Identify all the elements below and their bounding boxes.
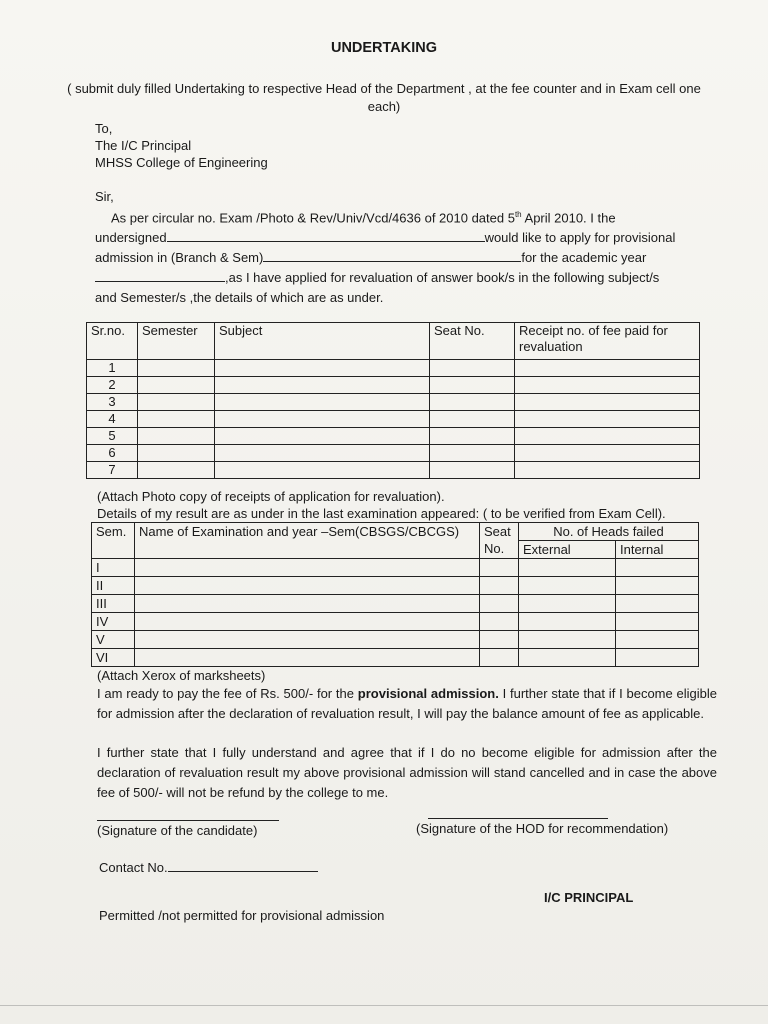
cell-exam-name[interactable] xyxy=(135,595,480,613)
name-blank[interactable] xyxy=(167,229,485,242)
sem-roman: IV xyxy=(92,613,135,631)
address-college: MHSS College of Engineering xyxy=(95,155,268,170)
cell-receipt[interactable] xyxy=(515,360,700,377)
cell-seat-no[interactable] xyxy=(430,360,515,377)
cell-semester[interactable] xyxy=(138,377,215,394)
sem-roman: VI xyxy=(92,649,135,667)
cancellation-paragraph: I further state that I fully understand and agree that if I do no become eligible for admission after the declaration of revaluation result my above provisional admission will stand cancelled and in case the above fee of 500/- will not be refund by the college to me. xyxy=(97,745,717,800)
fee-text-bold: provisional admission. xyxy=(357,686,499,701)
cell-exam-name[interactable] xyxy=(135,631,480,649)
examination-results-table xyxy=(91,522,699,667)
table-row xyxy=(92,577,699,595)
table-row xyxy=(87,445,700,462)
undersigned-label: undersigned xyxy=(95,230,167,246)
header-heads-failed: No. of Heads failed xyxy=(519,523,699,541)
cell-internal[interactable] xyxy=(616,577,699,595)
circular-date-sup: th xyxy=(514,210,522,219)
cell-exam-name[interactable] xyxy=(135,649,480,667)
submission-instruction: ( submit duly filled Undertaking to respective Head of the Department , at the fee counter and in Exam cell one each) xyxy=(67,81,701,114)
contact-label: Contact No. xyxy=(99,860,168,875)
circular-text-b: April 2010. I the xyxy=(521,210,616,226)
row-number: 4 xyxy=(87,411,138,428)
cell-seat[interactable] xyxy=(480,631,519,649)
cell-external[interactable] xyxy=(519,649,616,667)
cell-internal[interactable] xyxy=(616,595,699,613)
table-header-row xyxy=(92,523,699,541)
cell-seat-no[interactable] xyxy=(430,377,515,394)
cell-subject[interactable] xyxy=(215,445,430,462)
cell-receipt[interactable] xyxy=(515,377,700,394)
header-seat-line2: No. xyxy=(484,541,505,556)
cell-receipt[interactable] xyxy=(515,394,700,411)
cell-receipt[interactable] xyxy=(515,428,700,445)
table-row xyxy=(87,428,700,445)
permitted-line: Permitted /not permitted for provisional admission xyxy=(99,908,385,923)
cell-seat[interactable] xyxy=(480,595,519,613)
header-subject: Subject xyxy=(215,323,430,360)
cell-seat[interactable] xyxy=(480,613,519,631)
circular-line-5 xyxy=(95,288,715,308)
cell-semester[interactable] xyxy=(138,428,215,445)
cell-receipt[interactable] xyxy=(515,445,700,462)
cell-seat[interactable] xyxy=(480,559,519,577)
table-row xyxy=(87,394,700,411)
header-internal: Internal xyxy=(616,541,699,559)
row-number: 3 xyxy=(87,394,138,411)
result-details-line: Details of my result are as under in the last examination appeared: ( to be verified from Exam Cell). xyxy=(97,506,666,521)
attach-marksheets-note: (Attach Xerox of marksheets) xyxy=(97,668,266,683)
cell-semester[interactable] xyxy=(138,360,215,377)
header-seat-no xyxy=(480,523,519,559)
header-semester: Semester xyxy=(138,323,215,360)
cell-external[interactable] xyxy=(519,559,616,577)
academic-year-label: for the academic year xyxy=(521,250,647,266)
address-recipient: The I/C Principal xyxy=(95,138,192,153)
applied-label: ,as I have applied for revaluation of answer book/s in the following subject/s xyxy=(225,270,660,286)
table-row xyxy=(92,649,699,667)
revaluation-subjects-table xyxy=(86,322,700,479)
table-row xyxy=(92,559,699,577)
row-number: 1 xyxy=(87,360,138,377)
details-label: and Semester/s ,the details of which are as under. xyxy=(95,290,384,306)
table-row xyxy=(92,631,699,649)
header-seat-no: Seat No. xyxy=(430,323,515,360)
fee-text-a: I am ready to pay the fee of Rs. 500/- for the xyxy=(97,686,358,701)
cell-semester[interactable] xyxy=(138,462,215,479)
sem-roman: II xyxy=(92,577,135,595)
hod-signature-label: (Signature of the HOD for recommendation) xyxy=(416,821,669,836)
attach-receipts-note: (Attach Photo copy of receipts of application for revaluation). xyxy=(97,489,445,504)
row-number: 5 xyxy=(87,428,138,445)
cell-seat[interactable] xyxy=(480,649,519,667)
cell-receipt[interactable] xyxy=(515,411,700,428)
cell-subject[interactable] xyxy=(215,411,430,428)
header-external: External xyxy=(519,541,616,559)
contact-row xyxy=(99,859,318,875)
academic-year-blank[interactable] xyxy=(95,269,225,282)
header-receipt-no: Receipt no. of fee paid for revaluation xyxy=(515,323,700,360)
table-row xyxy=(92,613,699,631)
sem-roman: III xyxy=(92,595,135,613)
cell-seat-no[interactable] xyxy=(430,394,515,411)
circular-line-2 xyxy=(95,228,715,248)
cell-exam-name[interactable] xyxy=(135,577,480,595)
cell-receipt[interactable] xyxy=(515,462,700,479)
cell-internal[interactable] xyxy=(616,649,699,667)
cell-external[interactable] xyxy=(519,595,616,613)
page-bottom-rule xyxy=(0,1005,768,1006)
cell-external[interactable] xyxy=(519,613,616,631)
cell-external[interactable] xyxy=(519,577,616,595)
cell-subject[interactable] xyxy=(215,394,430,411)
address-block xyxy=(95,120,268,171)
header-srno: Sr.no. xyxy=(87,323,138,360)
candidate-signature-label: (Signature of the candidate) xyxy=(97,823,258,838)
cell-seat-no[interactable] xyxy=(430,428,515,445)
cell-internal[interactable] xyxy=(616,559,699,577)
contact-blank[interactable] xyxy=(168,859,318,872)
cell-semester[interactable] xyxy=(138,445,215,462)
fee-text-b: I further state that if I become eligible for admission after the declaration of revaluation result, I will pay the balance amount of fee as applicable. xyxy=(97,686,717,721)
admission-in-label: admission in (Branch & Sem) xyxy=(95,250,264,266)
sem-roman: I xyxy=(92,559,135,577)
circular-text-a: As per circular no. Exam /Photo & Rev/Univ/Vcd/4636 of 2010 dated 5 xyxy=(111,210,515,226)
cell-seat-no[interactable] xyxy=(430,411,515,428)
candidate-signature-line[interactable] xyxy=(97,820,279,821)
hod-signature-line[interactable] xyxy=(428,818,608,819)
fee-paragraph xyxy=(97,684,717,724)
sem-roman: V xyxy=(92,631,135,649)
branch-sem-blank[interactable] xyxy=(263,249,521,262)
cell-internal[interactable] xyxy=(616,613,699,631)
cell-subject[interactable] xyxy=(215,360,430,377)
cell-subject[interactable] xyxy=(215,428,430,445)
row-number: 7 xyxy=(87,462,138,479)
would-like-label: would like to apply for provisional xyxy=(484,230,676,246)
circular-paragraph xyxy=(95,205,715,308)
header-seat-line1: Seat xyxy=(484,524,511,539)
table-row xyxy=(87,411,700,428)
table-row xyxy=(87,462,700,479)
header-exam-name: Name of Examination and year –Sem(CBSGS/CBCGS) xyxy=(135,523,480,559)
header-sem: Sem. xyxy=(92,523,135,559)
cell-exam-name[interactable] xyxy=(135,559,480,577)
row-number: 2 xyxy=(87,377,138,394)
circular-line-1 xyxy=(95,205,715,228)
cell-seat-no[interactable] xyxy=(430,445,515,462)
form-title: UNDERTAKING xyxy=(330,40,438,56)
cell-seat[interactable] xyxy=(480,577,519,595)
table-header-row xyxy=(87,323,700,360)
cell-external[interactable] xyxy=(519,631,616,649)
salutation: Sir, xyxy=(95,189,114,204)
cell-seat-no[interactable] xyxy=(430,462,515,479)
cell-semester[interactable] xyxy=(138,394,215,411)
table-row xyxy=(87,360,700,377)
cell-subject[interactable] xyxy=(215,462,430,479)
table-row xyxy=(92,595,699,613)
cell-semester[interactable] xyxy=(138,411,215,428)
table-row xyxy=(87,377,700,394)
row-number: 6 xyxy=(87,445,138,462)
circular-line-4 xyxy=(95,268,715,288)
cell-exam-name[interactable] xyxy=(135,613,480,631)
principal-label: I/C PRINCIPAL xyxy=(544,890,634,905)
address-to: To, xyxy=(95,121,113,136)
cell-subject[interactable] xyxy=(215,377,430,394)
cell-internal[interactable] xyxy=(616,631,699,649)
circular-line-3 xyxy=(95,248,715,268)
